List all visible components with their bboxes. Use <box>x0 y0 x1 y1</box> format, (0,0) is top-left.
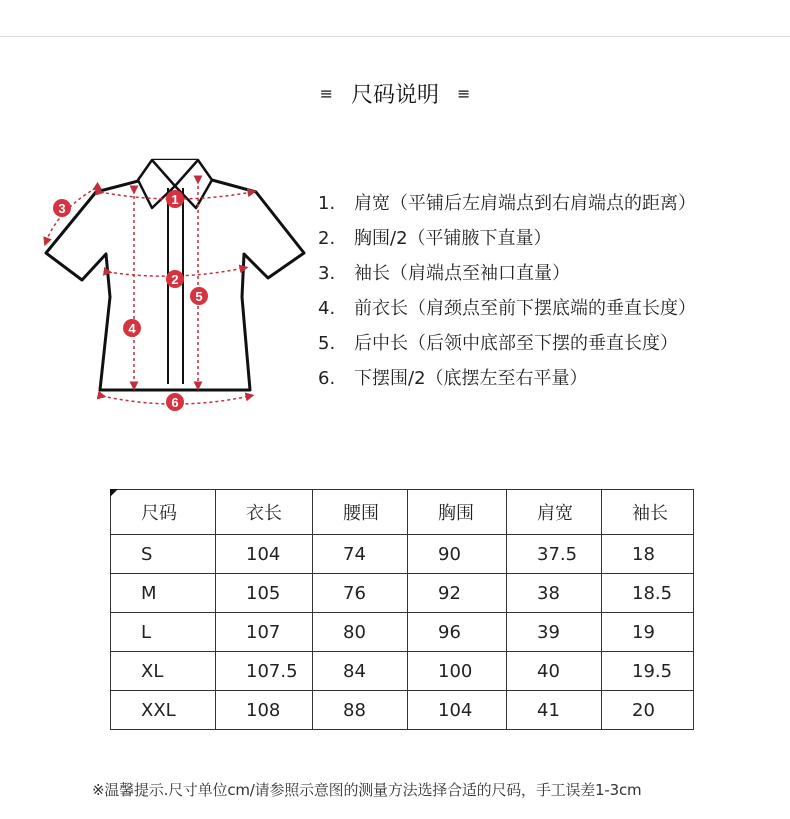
table-header-cell: 衣长 <box>216 490 313 535</box>
table-row <box>111 652 694 691</box>
marker-6 <box>166 393 184 411</box>
table-cell: 19 <box>602 613 694 652</box>
section-title <box>0 78 790 109</box>
table-cell: 100 <box>408 652 507 691</box>
svg-text:3: 3 <box>58 201 66 216</box>
menu-lines-icon: ≡ <box>457 84 471 103</box>
table-cell: XL <box>111 652 216 691</box>
legend-item: 3. 袖长（肩端点至袖口直量） <box>318 263 570 284</box>
svg-text:5: 5 <box>195 289 203 304</box>
table-row <box>111 691 694 730</box>
table-row <box>111 574 694 613</box>
marker-5 <box>190 287 208 305</box>
legend-item: 1. 肩宽（平铺后左肩端点到右肩端点的距离） <box>318 193 696 214</box>
table-cell: 96 <box>408 613 507 652</box>
table-cell: 20 <box>602 691 694 730</box>
table-cell: 108 <box>216 691 313 730</box>
table-cell: 38 <box>507 574 602 613</box>
table-cell: 18 <box>602 535 694 574</box>
menu-lines-icon: ≡ <box>319 84 333 103</box>
svg-text:2: 2 <box>171 272 179 287</box>
table-cell: M <box>111 574 216 613</box>
legend-item: 2. 胸围/2（平铺腋下直量） <box>318 228 552 249</box>
table-cell: 19.5 <box>602 652 694 691</box>
table-cell: S <box>111 535 216 574</box>
table-header-cell: 腰围 <box>313 490 408 535</box>
table-cell: 104 <box>408 691 507 730</box>
table-cell: XXL <box>111 691 216 730</box>
table-header-row <box>111 490 694 535</box>
page-title: 尺码说明 <box>350 83 439 108</box>
marker-3 <box>53 199 71 217</box>
marker-2 <box>166 270 184 288</box>
table-cell: 84 <box>313 652 408 691</box>
svg-text:6: 6 <box>171 395 179 410</box>
legend-item: 6. 下摆围/2（底摆左至右平量） <box>318 368 588 389</box>
table-cell: 107 <box>216 613 313 652</box>
top-divider <box>0 36 790 37</box>
table-cell: 41 <box>507 691 602 730</box>
table-cell: 18.5 <box>602 574 694 613</box>
table-header-cell: 肩宽 <box>507 490 602 535</box>
legend-item: 4. 前衣长（肩颈点至前下摆底端的垂直长度） <box>318 298 696 319</box>
table-cell: 105 <box>216 574 313 613</box>
table-cell: 88 <box>313 691 408 730</box>
size-table <box>110 489 694 730</box>
marker-4 <box>123 319 141 337</box>
table-cell: 107.5 <box>216 652 313 691</box>
table-corner-mark <box>110 489 118 497</box>
svg-text:4: 4 <box>128 321 136 336</box>
table-row <box>111 613 694 652</box>
table-cell: 39 <box>507 613 602 652</box>
table-row <box>111 535 694 574</box>
table-cell: 80 <box>313 613 408 652</box>
measurement-legend <box>318 186 696 396</box>
table-cell: 40 <box>507 652 602 691</box>
table-cell: 37.5 <box>507 535 602 574</box>
table-cell: 76 <box>313 574 408 613</box>
table-header-cell: 胸围 <box>408 490 507 535</box>
table-cell: 74 <box>313 535 408 574</box>
size-note: ※温馨提示.尺寸单位cm/请参照示意图的测量方法选择合适的尺码，手工误差1-3cm <box>92 781 642 799</box>
table-cell: L <box>111 613 216 652</box>
legend-item: 5. 后中长（后领中底部至下摆的垂直长度） <box>318 333 678 354</box>
svg-text:1: 1 <box>171 192 179 207</box>
marker-1 <box>166 190 184 208</box>
shirt-measurement-diagram <box>38 150 312 422</box>
table-cell: 90 <box>408 535 507 574</box>
table-header-cell: 袖长 <box>602 490 694 535</box>
table-cell: 92 <box>408 574 507 613</box>
table-header-cell: 尺码 <box>111 490 216 535</box>
table-cell: 104 <box>216 535 313 574</box>
